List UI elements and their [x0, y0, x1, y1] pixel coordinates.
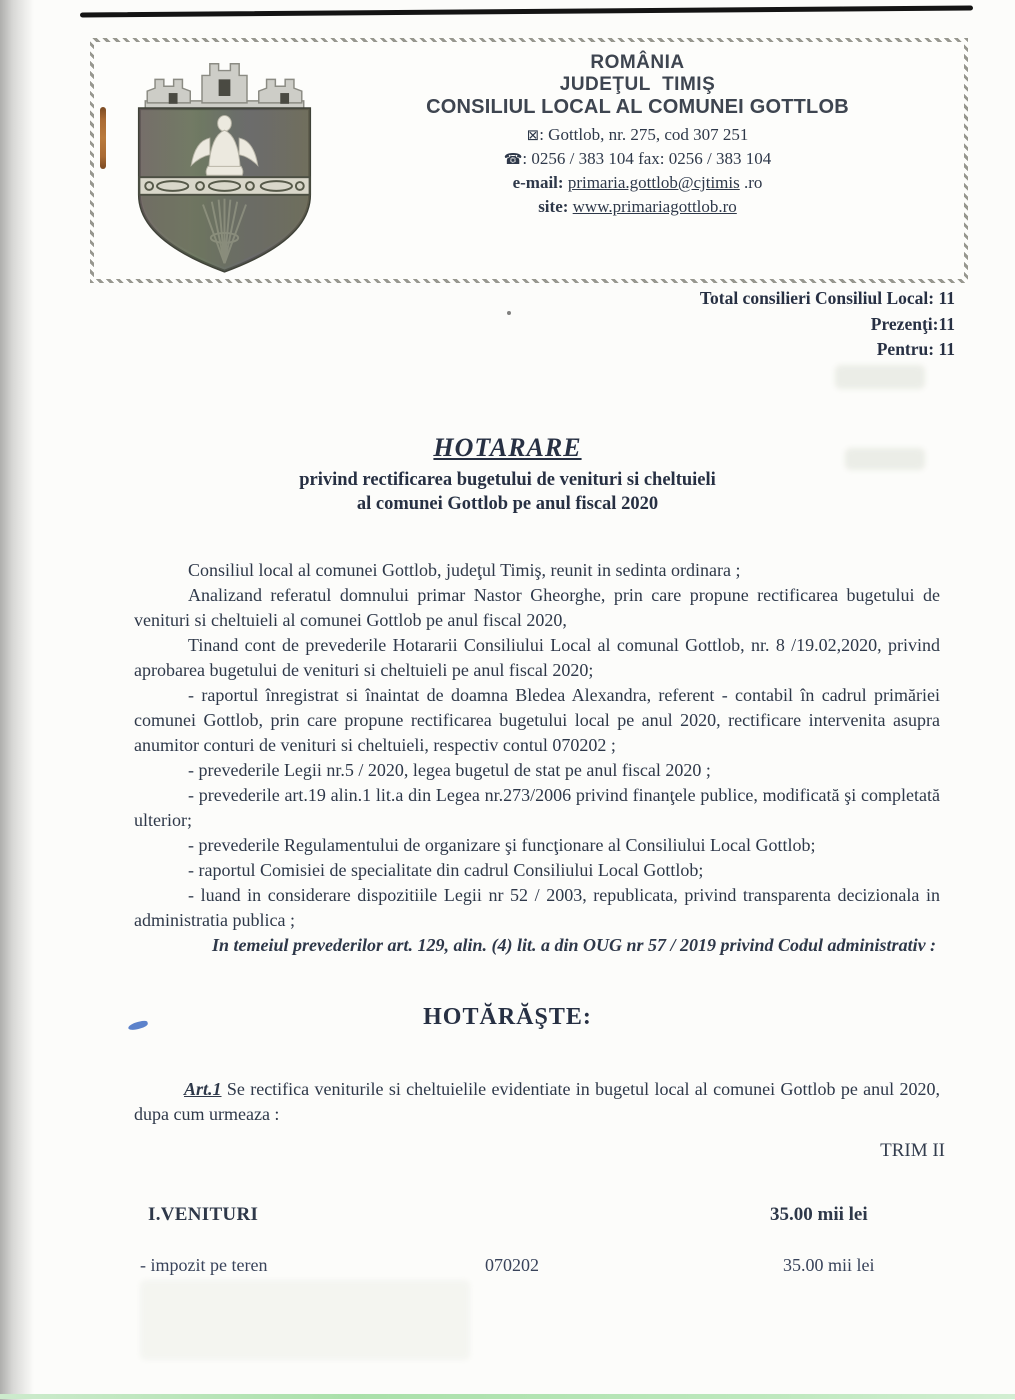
preamble [134, 558, 940, 958]
revenues-total-amount: 35.00 mii lei [770, 1203, 868, 1225]
present-councilors: Prezenţi:11 [870, 313, 955, 334]
site-link[interactable]: www.primariagottlob.ro [572, 197, 737, 216]
phone-icon: ☎ [503, 150, 523, 168]
votes-for: Pentru: 11 [876, 339, 955, 359]
article-1-label: Art.1 [184, 1078, 222, 1099]
letterhead [90, 38, 968, 283]
legal-basis-paragraph: In temeiul prevederilor art. 129, alin. (4) lit. a din OUG nr 57 / 2019 privind Codul administrativ : [212, 934, 937, 955]
preamble-paragraph: - luand in considerare dispozitiile Legii nr 52 / 2003, republicata, privind transparenta decizionala in administratia publica ; [134, 884, 940, 930]
document-title: HOTARARE [433, 432, 582, 462]
county-name: JUDEŢUL TIMIŞ [559, 74, 716, 95]
preamble-paragraph: Tinand cont de prevederile Hotararii Consiliului Local al comunal Gottlob, nr. 8 /19.02,2020, privind aprobarea bugetului de venituri si cheltuieli pe anul fiscal 2020; [134, 634, 940, 680]
document-title-block [0, 433, 1015, 516]
mural-crown [145, 64, 303, 113]
scan-bottom-artifact [0, 1394, 1015, 1399]
preamble-paragraph: - prevederile art.19 alin.1 lit.a din Legea nr.273/2006 privind finanţele publice, modificată şi completată ulterior; [134, 784, 940, 830]
budget-row-label: - impozit pe teren [140, 1254, 268, 1275]
council-attendance [0, 286, 1015, 363]
site-label: site: [538, 197, 569, 216]
preamble-paragraph: - prevederile Legii nr.5 / 2020, legea bugetul de stat pe anul fiscal 2020 ; [188, 759, 711, 780]
trimester-label: TRIM II [880, 1139, 945, 1161]
preamble-paragraph: - raportul înregistrat si înaintat de doamna Bledea Alexandra, referent - contabil în cadrul primăriei comunei Gottlob, prin care propune rectificarea bugetului local pe anul 2020, rectificare intervenita asupra anumitor conturi de venituri si cheltuieli, respectiv contul 070202 ; [134, 684, 940, 755]
bleed-through-artifact [140, 1280, 470, 1360]
envelope-icon: ⊠ [526, 126, 540, 144]
article-1: Art.1 Se rectifica veniturile si cheltuielile evidentiate in bugetul local al comunei Gottlob pe anul 2020, dupa cum urmeaza : [134, 1078, 940, 1124]
budget-row-amount: 35.00 mii lei [783, 1254, 875, 1275]
preamble-paragraph: - prevederile Regulamentului de organizare şi funcţionare al Consiliului Local Gottlob; [188, 834, 816, 855]
country-name: ROMÂNIA [590, 52, 685, 73]
budget-section [0, 1204, 1015, 1276]
preamble-paragraph: Analizand referatul domnului primar Nastor Gheorghe, prin care propune rectificarea bugetului de venituri si cheltuieli al comunei Gottlob pe anul fiscal 2020, [134, 584, 940, 630]
document-subtitle-1: privind rectificarea bugetului de venituri si cheltuieli [299, 469, 716, 490]
email-link[interactable]: primaria.gottlob@cjtimis [567, 173, 740, 192]
preamble-paragraph: - raportul Comisiei de specialitate din cadrul Consiliului Local Gottlob; [188, 859, 704, 880]
email-label: e-mail: [512, 173, 564, 192]
ornamental-band [139, 177, 309, 195]
budget-row-code: 070202 [485, 1254, 539, 1275]
address-line: ⊠: Gottlob, nr. 275, cod 307 251 [526, 125, 749, 144]
gottlob-coat-of-arms-image [112, 48, 337, 278]
staple-mark [100, 107, 106, 169]
document-subtitle-2: al comunei Gottlob pe anul fiscal 2020 [356, 493, 659, 514]
site-line [337, 195, 938, 219]
preamble-paragraph: Consiliul local al comunei Gottlob, judeţul Timiş, reunit in sedinta ordinara ; [188, 559, 741, 580]
revenues-section-title: I.VENITURI [148, 1203, 259, 1225]
decision-heading: HOTĂRĂŞTE: [423, 1003, 592, 1030]
coat-of-arms [112, 48, 337, 283]
institution-name: CONSILIUL LOCAL AL COMUNEI GOTTLOB [426, 96, 849, 118]
budget-row [0, 1255, 1015, 1276]
phone-line: ☎: 0256 / 383 104 fax: 0256 / 383 104 [503, 149, 772, 168]
email-line: e-mail: primaria.gottlob@cjtimis .ro [512, 173, 763, 192]
total-councilors: Total consilieri Consiliul Local: 11 [699, 288, 955, 308]
scan-top-artifact [80, 5, 973, 17]
ink-speck [507, 311, 511, 315]
revenues-heading-row [0, 1204, 1015, 1226]
